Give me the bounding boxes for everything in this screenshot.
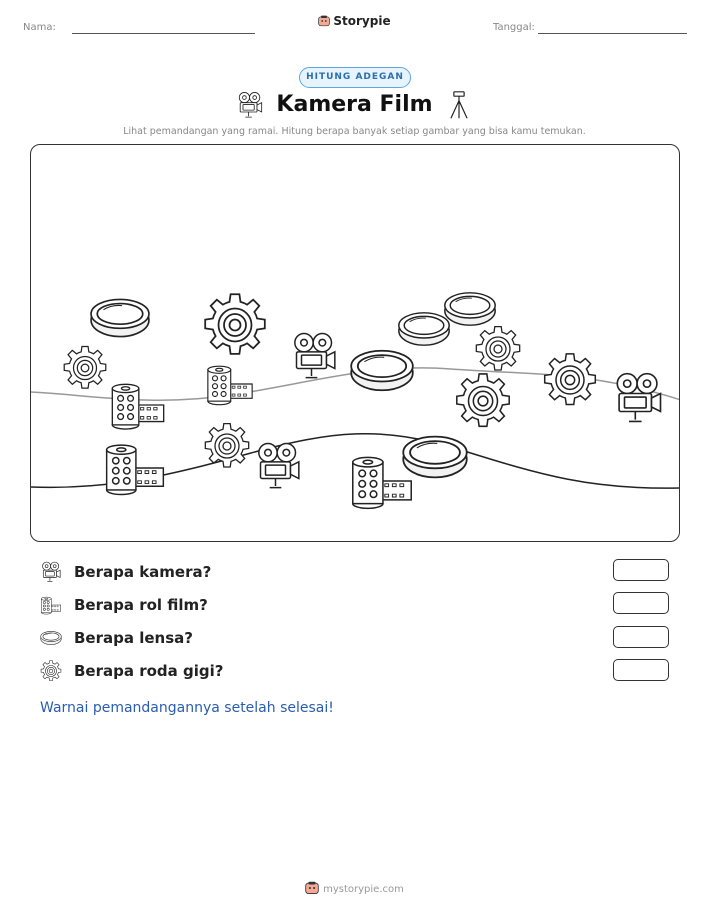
- date-line[interactable]: [538, 33, 687, 34]
- storypie-logo-icon: [318, 15, 330, 27]
- date-label: Tanggal:: [493, 22, 535, 33]
- name-line[interactable]: [72, 33, 255, 34]
- tripod-icon: [448, 90, 470, 120]
- gear-icon: [40, 660, 62, 682]
- lens-item: [443, 288, 497, 330]
- lens-icon: [40, 627, 62, 649]
- gear-item: [202, 292, 268, 358]
- camera-item: [289, 331, 339, 381]
- question-text: Berapa roda gigi?: [74, 662, 224, 680]
- question-text: Berapa kamera?: [74, 563, 212, 581]
- movie-camera-icon: [40, 561, 62, 583]
- gear-item: [542, 352, 598, 408]
- brand-text: Storypie: [333, 14, 391, 28]
- answer-box-lensa[interactable]: [613, 626, 669, 648]
- answer-box-roda-gigi[interactable]: [613, 659, 669, 681]
- answer-box-rol-film[interactable]: [613, 592, 669, 614]
- section-badge: HITUNG ADEGAN: [299, 67, 411, 88]
- film-reel-item: [349, 451, 415, 511]
- gear-item: [474, 325, 522, 373]
- storypie-logo-icon: [305, 881, 319, 895]
- film-reel-icon: [40, 594, 62, 616]
- lens-item: [349, 348, 415, 393]
- answer-box-kamera[interactable]: [613, 559, 669, 581]
- page-subtitle: Lihat pemandangan yang ramai. Hitung berapa banyak setiap gambar yang bisa kamu temukan.: [123, 126, 586, 137]
- footer-url[interactable]: mystorypie.com: [323, 884, 404, 895]
- gear-item: [62, 345, 108, 391]
- counting-scene: [30, 144, 680, 542]
- coloring-note: Warnai pemandangannya setelah selesai!: [40, 700, 334, 716]
- question-text: Berapa rol film?: [74, 596, 208, 614]
- lens-item: [89, 297, 151, 339]
- film-reel-item: [109, 379, 167, 431]
- camera-item: [253, 441, 303, 491]
- brand: [0, 14, 709, 28]
- name-label: Nama:: [23, 22, 56, 33]
- question-text: Berapa lensa?: [74, 629, 193, 647]
- gear-item: [203, 422, 251, 470]
- page-title: Kamera Film: [276, 92, 433, 117]
- film-reel-item: [205, 361, 255, 407]
- footer: [0, 881, 709, 895]
- camera-item: [611, 371, 665, 425]
- gear-item: [454, 372, 512, 430]
- film-reel-item: [103, 438, 167, 498]
